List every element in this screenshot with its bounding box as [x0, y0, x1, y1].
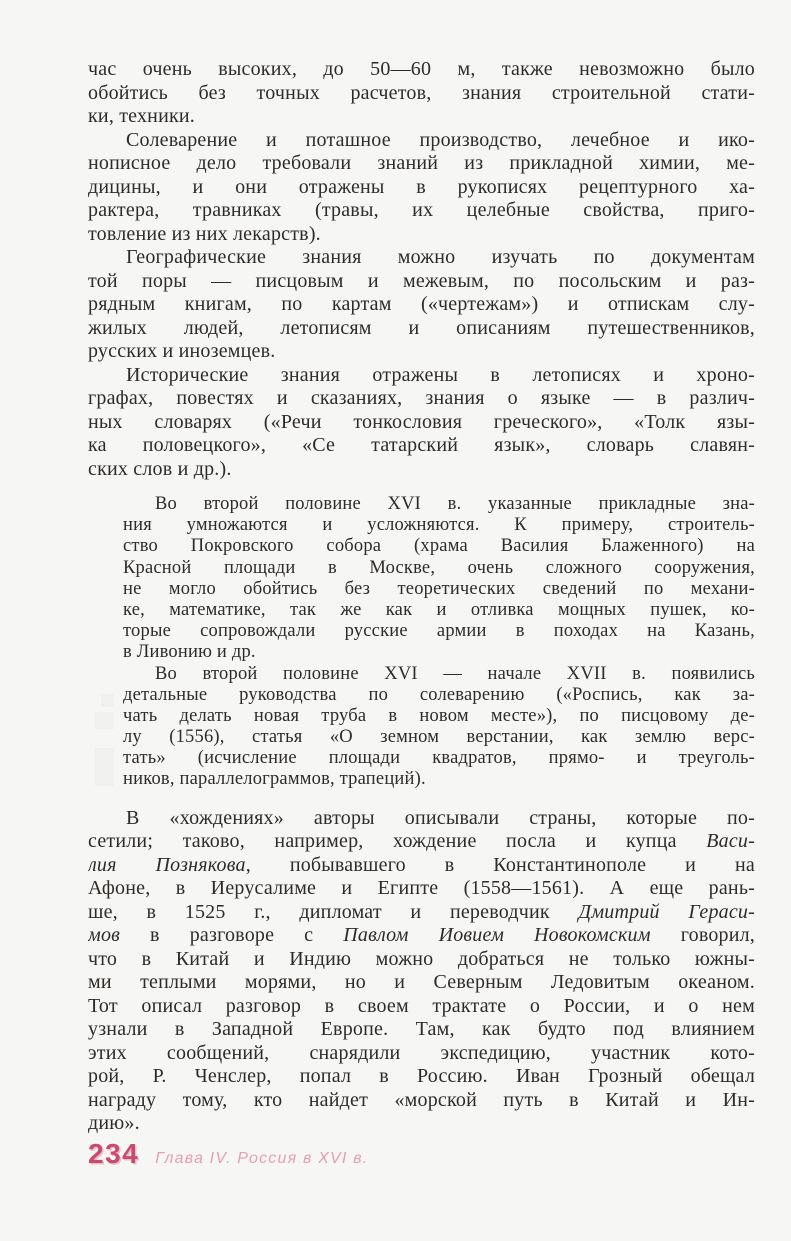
italic-text: лия Познякова: [88, 853, 246, 876]
paragraph: [88, 807, 755, 1136]
text-segment: , побывавшего в Константинополе и на: [245, 853, 755, 876]
text-line: торые сопровождали русские армии в походах на Казань,: [123, 621, 755, 642]
text-line: ке, математике, так же как и отливка мощных пушек, ко-: [123, 599, 755, 620]
text-line: Во второй половине XVI — начале XVII в. появились: [155, 663, 755, 684]
text-line: ских слов и др.).: [88, 457, 232, 480]
text-line: нописное дело требовали знаний из прикладной химии, ме-: [88, 152, 755, 174]
text-line: Афоне, в Иерусалиме и Египте (1558—1561). А еще рань-: [88, 877, 755, 900]
text-line: Во второй половине XVI в. указанные прикладные зна-: [155, 494, 755, 514]
text-line: дицины, и они отражены в рукописях рецептурного ха-: [88, 175, 755, 198]
paragraph: [88, 364, 755, 482]
page-footer: [88, 1138, 368, 1170]
text-column: [88, 58, 755, 1136]
italic-text: Павлом Иовием Новокомским: [343, 924, 651, 947]
paragraph: [88, 246, 755, 364]
text-line: узнали в Западной Европе. Там, как будто под влиянием: [88, 1018, 755, 1041]
text-line: обойтись без точных расчетов, знания строительной стати-: [88, 81, 755, 104]
text-line: чать делать новая труба в новом месте»), по писцовому де-: [123, 705, 755, 726]
text-line: ство Покровского собора (храма Василия Блаженного) на: [123, 536, 755, 557]
text-line: русских и иноземцев.: [88, 340, 276, 362]
text-line: дию».: [88, 1112, 140, 1135]
text-line: ния умножаются и усложняются. К примеру, строитель-: [123, 515, 755, 536]
text-line: в Ливонию и др.: [123, 642, 256, 663]
italic-text: мов: [88, 924, 121, 947]
text-line: той поры — писцовым и межевым, по посольским и раз-: [88, 269, 755, 292]
text-line: награду тому, кто найдет «морской путь в Китай и Ин-: [88, 1088, 755, 1111]
text-line: Тот описал разговор в своем трактате о России, и о нем: [88, 994, 755, 1017]
text-segment: ше, в 1525 г., дипломат и переводчик: [88, 900, 579, 923]
text-line: [88, 854, 755, 878]
paragraph: [88, 129, 755, 247]
text-line: детальные руководства по солеварению («Роспись, как за-: [123, 684, 755, 705]
text-line: лу (1556), статья «О земном верстании, как землю верс-: [123, 727, 755, 748]
text-line: [88, 830, 755, 854]
text-line: Солеварение и поташное производство, лечебное и ико-: [126, 128, 755, 151]
text-line: рой, Р. Ченслер, попал в Россию. Иван Грозный обещал: [88, 1065, 755, 1088]
text-line: Географические знания можно изучать по документам: [126, 246, 755, 268]
text-line: ных словарях («Речи тонкословия греческого», «Толк язы-: [88, 410, 755, 433]
text-line: Красной площади в Москве, очень сложного сооружения,: [123, 557, 755, 578]
text-line: что в Китай и Индию можно добраться не только южны-: [88, 947, 755, 970]
text-line: Исторические знания отражены в летописях и хроно-: [126, 363, 755, 386]
text-line: ников, параллелограммов, трапеций).: [123, 769, 426, 790]
text-line: тать» (исчисление площади квадратов, прямо- и треуголь-: [123, 748, 755, 769]
text-line: ка половецкого», «Се татарский язык», словарь славян-: [88, 434, 755, 456]
text-line: рядным книгам, по картам («чертежам») и отпискам слу-: [88, 293, 755, 315]
text-line: час очень высоких, до 50—60 м, также невозможно было: [88, 58, 755, 80]
text-line: ки, техники.: [88, 105, 195, 127]
text-segment: в разговоре с: [120, 924, 344, 947]
text-line: рактера, травниках (травы, их целебные свойства, приго-: [88, 199, 755, 221]
page-number: 234: [88, 1138, 140, 1169]
text-line: [88, 924, 755, 948]
chapter-title: Глава IV. Россия в XVI в.: [155, 1150, 369, 1167]
text-line: не могло обойтись без теоретических сведений по механи-: [123, 578, 755, 599]
text-line: товление из них лекарств).: [88, 222, 321, 245]
text-line: жилых людей, летописям и описаниям путешественников,: [88, 316, 755, 339]
text-line: [88, 901, 755, 925]
paragraph: [88, 58, 755, 129]
italic-text: Васи-: [706, 830, 755, 853]
text-line: ми теплыми морями, но и Северным Ледовитым океаном.: [88, 971, 755, 994]
text-line: этих сообщений, снарядили экспедицию, участник кото-: [88, 1041, 755, 1064]
inset-paragraph: [123, 664, 755, 791]
text-segment: говорил,: [650, 924, 755, 947]
italic-text: Дмитрий Гераси-: [578, 900, 755, 923]
inset-paragraph: [123, 494, 755, 664]
text-line: графах, повестях и сказаниях, знания о языке — в различ-: [88, 387, 755, 409]
text-segment: сетили; таково, например, хождение посла и купца: [88, 830, 707, 853]
text-line: В «хождениях» авторы описывали страны, которые по-: [126, 806, 755, 829]
